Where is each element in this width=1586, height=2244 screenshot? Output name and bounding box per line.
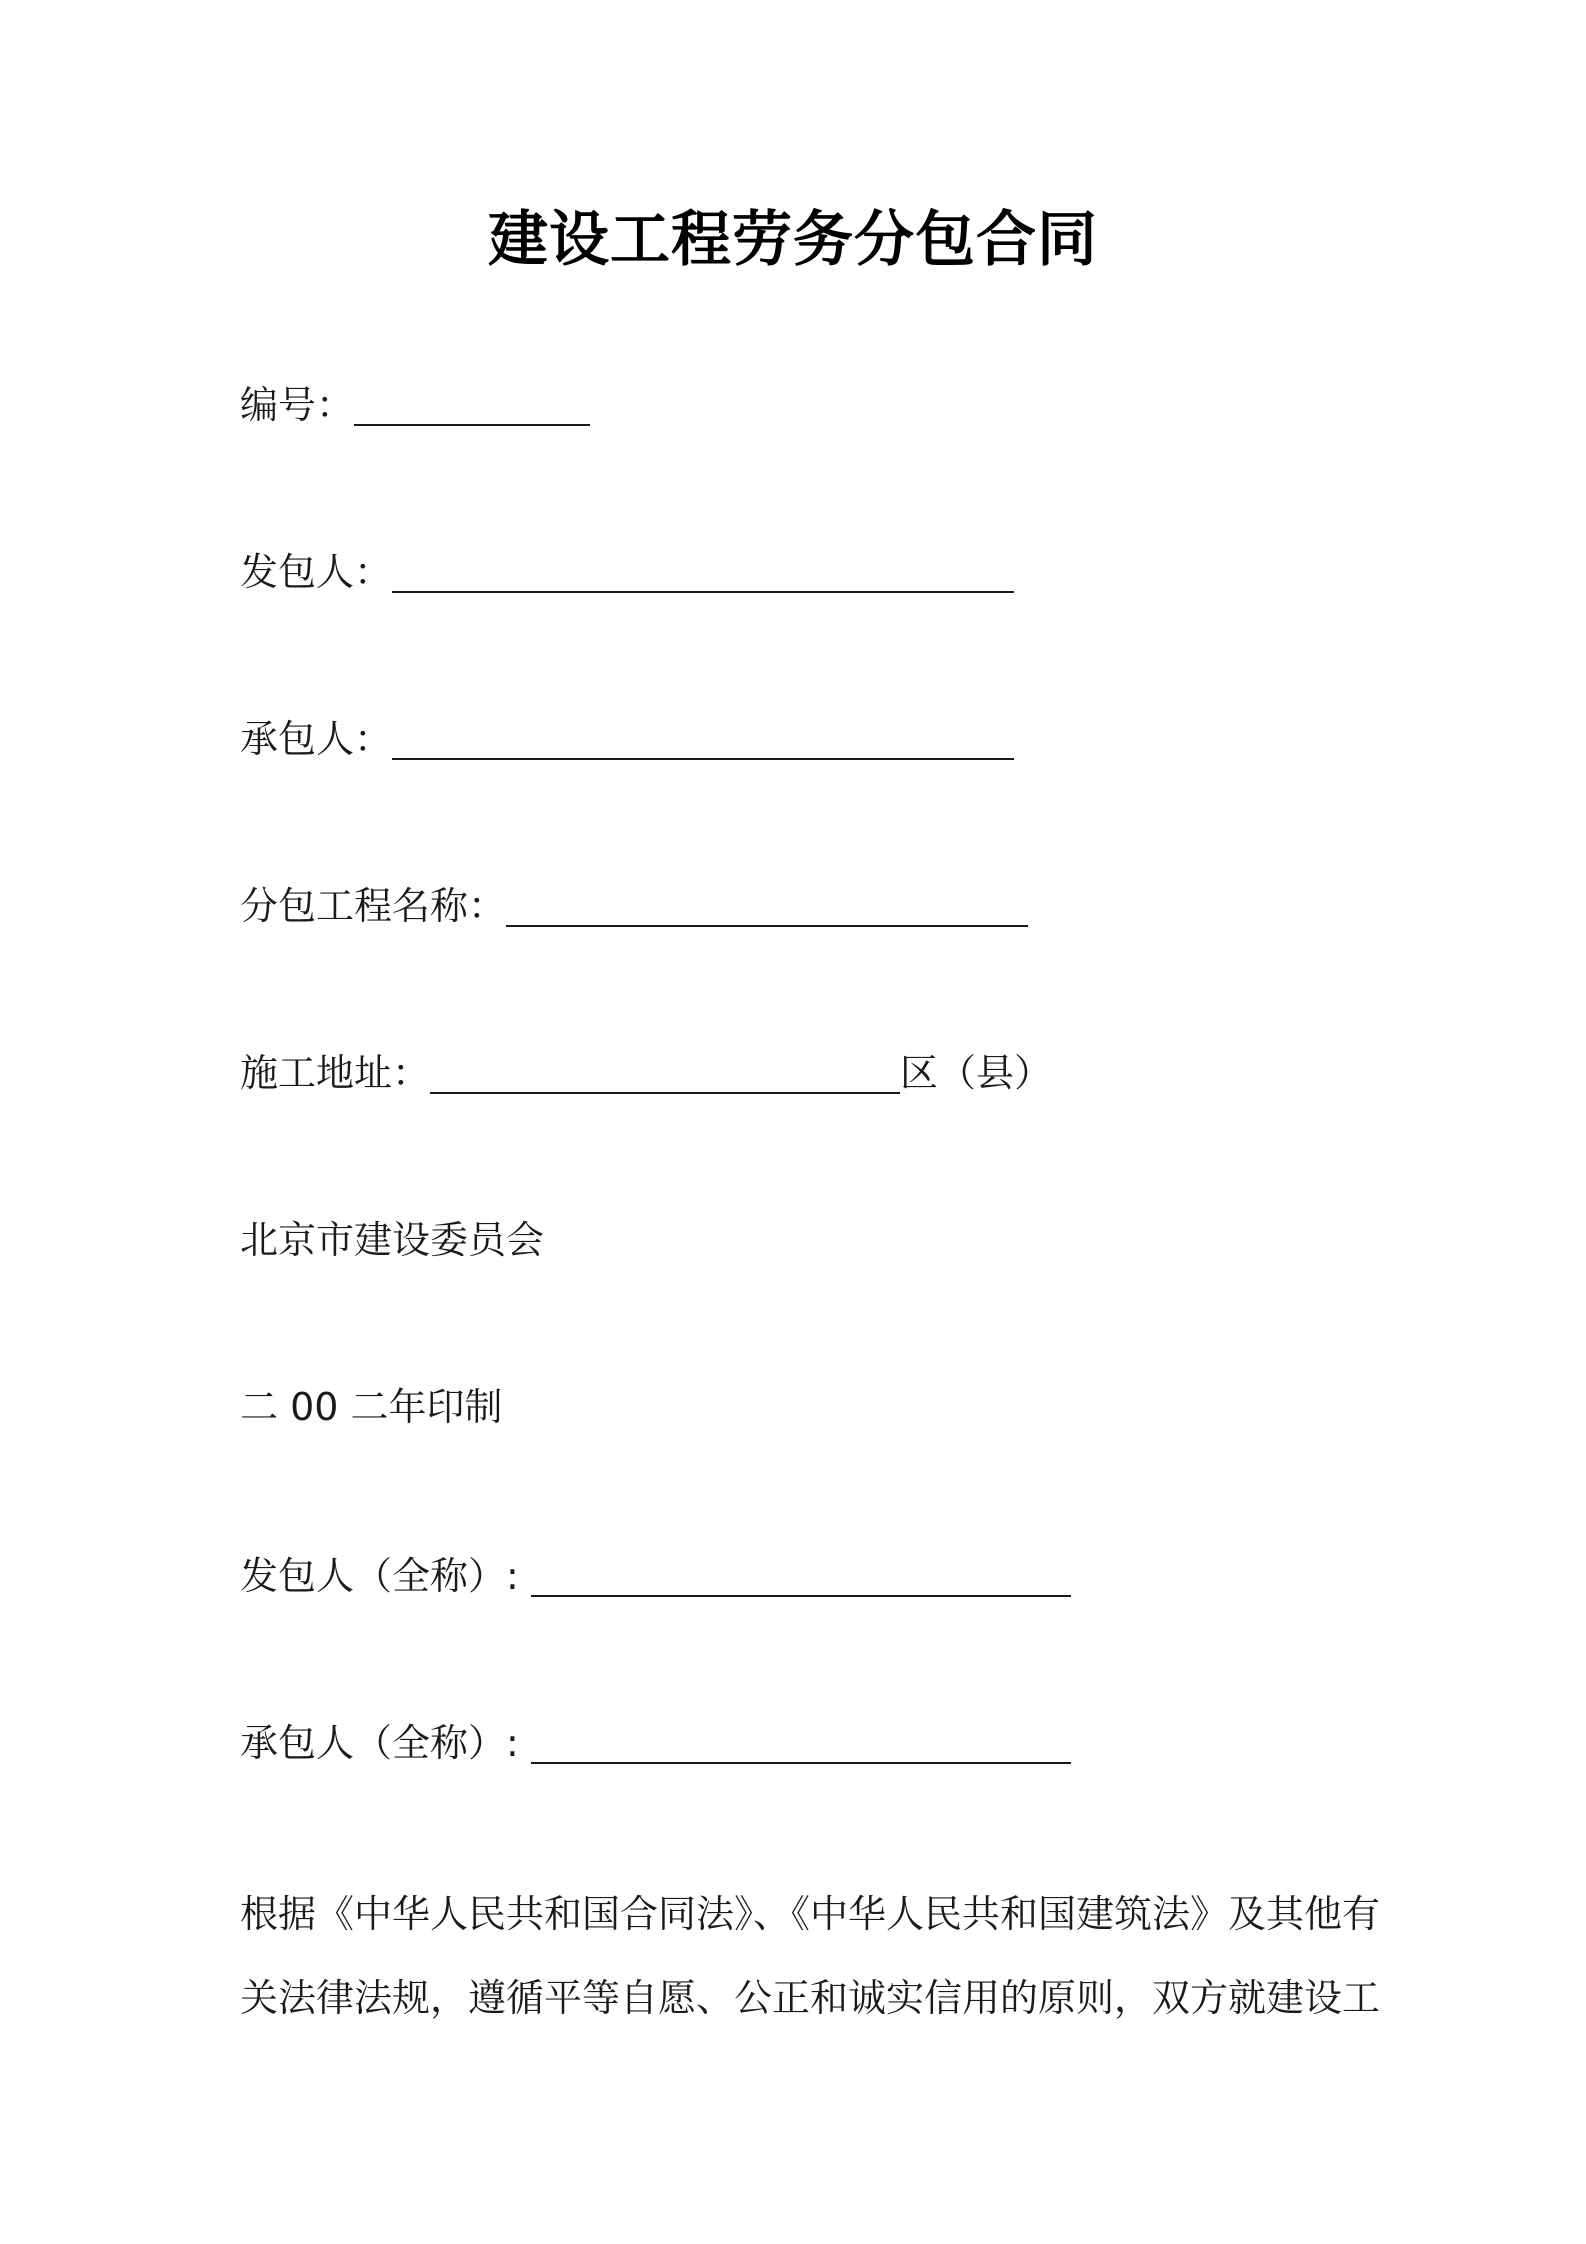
- site-address-row: [240, 1048, 1052, 1098]
- contract-number-row: [240, 380, 590, 430]
- contract-number-blank[interactable]: [354, 384, 590, 426]
- contractor-full-label: 承包人（全称）:: [240, 1721, 519, 1765]
- preamble-line-1: 根据《中华人民共和国合同法》、《中华人民共和国建筑法》及其他有: [240, 1892, 1381, 1936]
- contractor-blank[interactable]: [392, 718, 1014, 760]
- preamble-paragraph: [240, 1872, 1381, 2040]
- issuer-line: 北京市建设委员会: [240, 1218, 545, 1262]
- employer-full-label: 发包人（全称）:: [240, 1554, 519, 1598]
- employer-full-blank[interactable]: [531, 1555, 1071, 1597]
- contractor-row: [240, 714, 1014, 764]
- contractor-label: 承包人：: [240, 717, 393, 761]
- project-name-blank[interactable]: [506, 885, 1028, 927]
- site-address-blank[interactable]: [430, 1052, 900, 1094]
- employer-full-row: [240, 1551, 1071, 1601]
- employer-row: [240, 547, 1014, 597]
- document-title: 建设工程劳务分包合同: [488, 205, 1098, 275]
- project-name-row: [240, 881, 1028, 931]
- site-address-label: 施工地址：: [240, 1051, 431, 1095]
- preamble-line-2: 关法律法规，遵循平等自愿、公正和诚实信用的原则，双方就建设工: [240, 1976, 1381, 2020]
- print-year-line: 二 00 二年印制: [240, 1385, 503, 1429]
- contractor-full-row: [240, 1718, 1071, 1768]
- employer-blank[interactable]: [392, 551, 1014, 593]
- employer-label: 发包人：: [240, 550, 393, 594]
- contractor-full-blank[interactable]: [531, 1722, 1071, 1764]
- project-name-label: 分包工程名称：: [240, 884, 507, 928]
- district-suffix: 区（县）: [900, 1051, 1053, 1095]
- contract-number-label: 编号：: [240, 383, 355, 427]
